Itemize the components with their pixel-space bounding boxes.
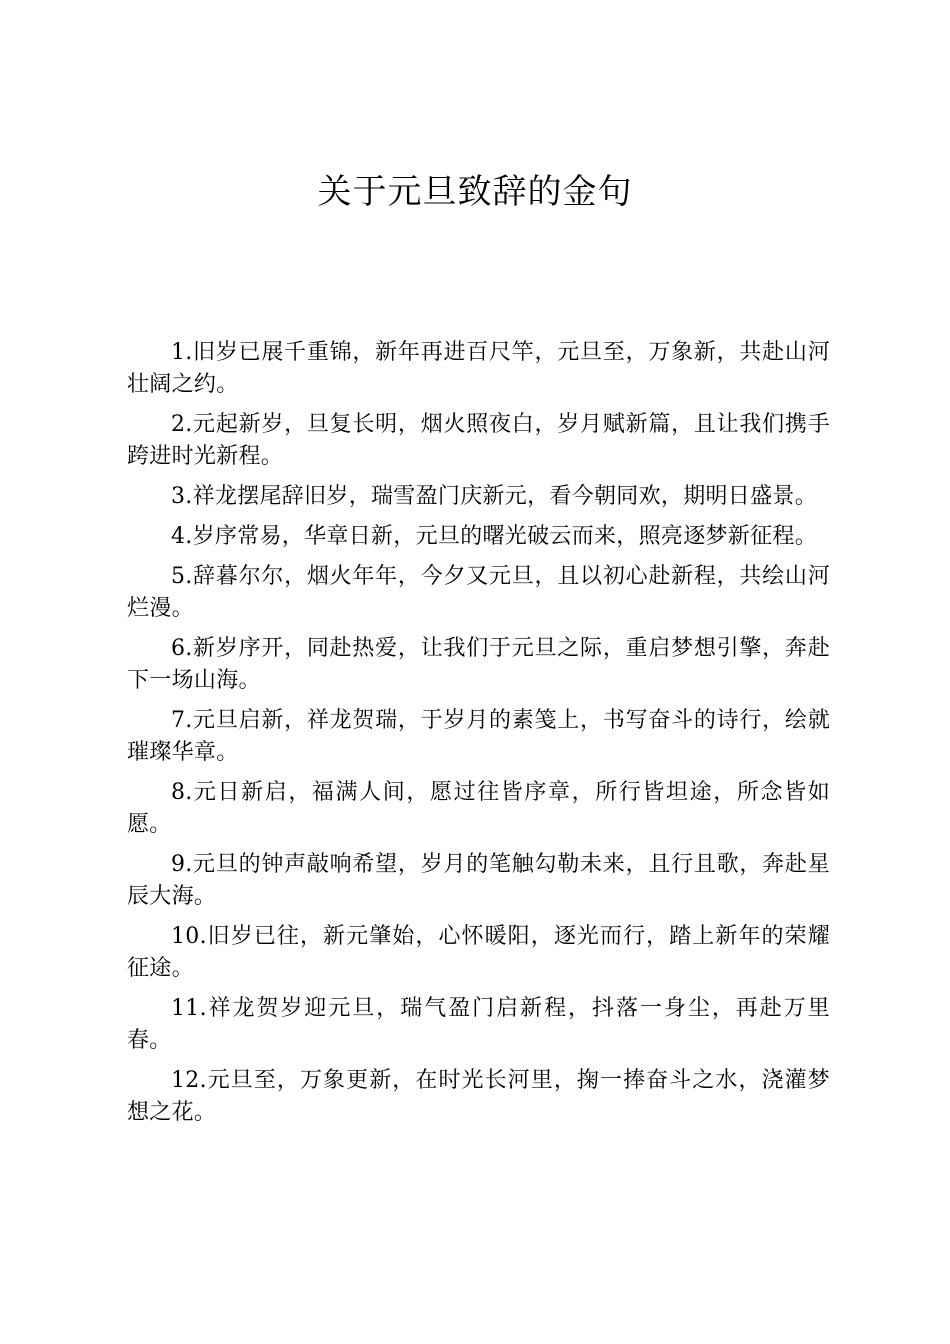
quote-paragraph-2: 2.元起新岁，旦复长明，烟火照夜白，岁月赋新篇，且让我们携手跨进时光新程。 <box>127 412 830 469</box>
quote-paragraph-6: 6.新岁序开，同赴热爱，让我们于元旦之际，重启梦想引擎，奔赴下一场山海。 <box>127 636 830 693</box>
quote-paragraph-3: 3.祥龙摆尾辞旧岁，瑞雪盈门庆新元，看今朝同欢，期明日盛景。 <box>171 484 817 509</box>
quote-paragraph-10: 10.旧岁已往，新元肇始，心怀暖阳，逐光而行，踏上新年的荣耀征途。 <box>127 924 830 981</box>
quote-paragraph-11: 11.祥龙贺岁迎元旦，瑞气盈门启新程，抖落一身尘，再赴万里春。 <box>127 996 830 1053</box>
quote-paragraph-1: 1.旧岁已展千重锦，新年再进百尺竿，元旦至，万象新，共赴山河壮阔之约。 <box>127 340 830 397</box>
quote-paragraph-7: 7.元旦启新，祥龙贺瑞，于岁月的素笺上，书写奋斗的诗行，绘就璀璨华章。 <box>127 708 830 765</box>
quote-paragraph-4: 4.岁序常易，华章日新，元旦的曙光破云而来，照亮逐梦新征程。 <box>171 524 817 549</box>
document-body <box>127 337 830 1137</box>
quote-paragraph-5: 5.辞暮尔尔，烟火年年，今夕又元旦，且以初心赴新程，共绘山河烂漫。 <box>127 564 830 621</box>
quote-paragraph-12: 12.元旦至，万象更新，在时光长河里，掬一捧奋斗之水，浇灌梦想之花。 <box>127 1068 830 1125</box>
document-title: 关于元旦致辞的金句 <box>317 172 633 212</box>
quote-paragraph-9: 9.元旦的钟声敲响希望，岁月的笔触勾勒未来，且行且歌，奔赴星辰大海。 <box>127 852 830 909</box>
quote-paragraph-8: 8.元日新启，福满人间，愿过往皆序章，所行皆坦途，所念皆如愿。 <box>127 780 830 837</box>
